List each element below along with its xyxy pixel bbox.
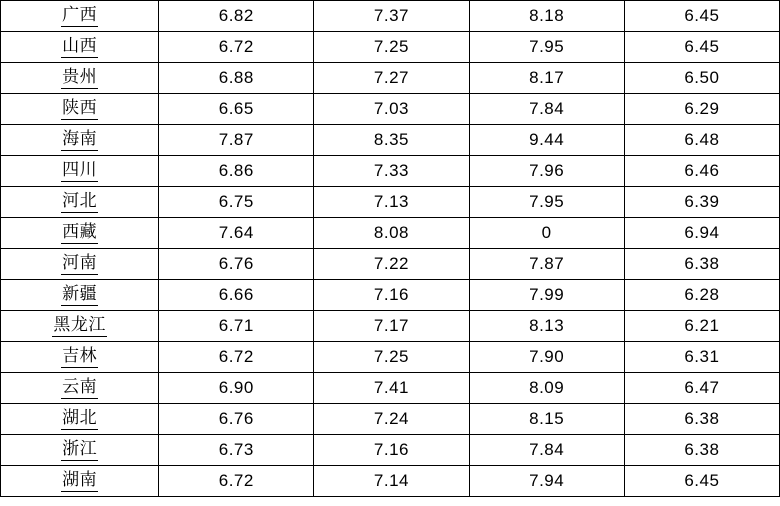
table-row <box>1 156 780 187</box>
region-label: 陕西 <box>61 99 98 120</box>
value-cell-3: 7.95 <box>469 187 624 218</box>
region-cell <box>1 311 159 342</box>
value-cell-2: 7.27 <box>314 63 469 94</box>
table-row <box>1 63 780 94</box>
value-cell-1: 6.73 <box>159 435 314 466</box>
region-cell <box>1 1 159 32</box>
value-cell-2: 7.13 <box>314 187 469 218</box>
region-label: 吉林 <box>61 347 98 368</box>
region-label: 广西 <box>61 6 98 27</box>
value-cell-4: 6.45 <box>624 466 779 497</box>
region-cell <box>1 156 159 187</box>
value-cell-3: 8.13 <box>469 311 624 342</box>
region-label: 湖北 <box>61 409 98 430</box>
value-cell-2: 7.25 <box>314 32 469 63</box>
value-cell-4: 6.46 <box>624 156 779 187</box>
value-cell-3: 7.96 <box>469 156 624 187</box>
value-cell-2: 7.17 <box>314 311 469 342</box>
value-cell-1: 6.88 <box>159 63 314 94</box>
value-cell-3: 7.87 <box>469 249 624 280</box>
value-cell-4: 6.47 <box>624 373 779 404</box>
region-label: 山西 <box>61 37 98 58</box>
region-cell <box>1 466 159 497</box>
region-cell <box>1 63 159 94</box>
table-row <box>1 1 780 32</box>
value-cell-1: 6.72 <box>159 342 314 373</box>
value-cell-3: 7.84 <box>469 94 624 125</box>
table-row <box>1 280 780 311</box>
region-cell <box>1 125 159 156</box>
table-row <box>1 373 780 404</box>
value-cell-4: 6.21 <box>624 311 779 342</box>
value-cell-4: 6.38 <box>624 435 779 466</box>
region-cell <box>1 280 159 311</box>
value-cell-1: 6.76 <box>159 404 314 435</box>
region-label: 河北 <box>61 192 98 213</box>
value-cell-3: 7.84 <box>469 435 624 466</box>
value-cell-3: 7.99 <box>469 280 624 311</box>
value-cell-2: 8.35 <box>314 125 469 156</box>
value-cell-1: 6.66 <box>159 280 314 311</box>
value-cell-1: 6.75 <box>159 187 314 218</box>
value-cell-1: 6.90 <box>159 373 314 404</box>
value-cell-1: 6.72 <box>159 32 314 63</box>
region-cell <box>1 94 159 125</box>
value-cell-4: 6.48 <box>624 125 779 156</box>
value-cell-2: 7.22 <box>314 249 469 280</box>
value-cell-3: 7.95 <box>469 32 624 63</box>
value-cell-1: 6.82 <box>159 1 314 32</box>
table-row <box>1 125 780 156</box>
region-label: 西藏 <box>61 223 98 244</box>
value-cell-4: 6.28 <box>624 280 779 311</box>
table-row <box>1 218 780 249</box>
value-cell-1: 6.76 <box>159 249 314 280</box>
region-label: 黑龙江 <box>52 316 107 337</box>
value-cell-2: 7.37 <box>314 1 469 32</box>
table-row <box>1 32 780 63</box>
value-cell-3: 8.15 <box>469 404 624 435</box>
value-cell-2: 7.25 <box>314 342 469 373</box>
table-row <box>1 249 780 280</box>
table-row <box>1 435 780 466</box>
region-label: 河南 <box>61 254 98 275</box>
region-cell <box>1 435 159 466</box>
region-label: 湖南 <box>61 471 98 492</box>
value-cell-2: 8.08 <box>314 218 469 249</box>
value-cell-4: 6.94 <box>624 218 779 249</box>
value-cell-4: 6.29 <box>624 94 779 125</box>
table-row <box>1 466 780 497</box>
value-cell-3: 8.17 <box>469 63 624 94</box>
value-cell-4: 6.45 <box>624 1 779 32</box>
region-cell <box>1 404 159 435</box>
value-cell-3: 0 <box>469 218 624 249</box>
value-cell-4: 6.38 <box>624 404 779 435</box>
table-row <box>1 404 780 435</box>
value-cell-1: 6.72 <box>159 466 314 497</box>
value-cell-3: 7.94 <box>469 466 624 497</box>
value-cell-3: 7.90 <box>469 342 624 373</box>
value-cell-3: 8.18 <box>469 1 624 32</box>
table-body <box>1 1 780 497</box>
region-label: 云南 <box>61 378 98 399</box>
value-cell-1: 6.86 <box>159 156 314 187</box>
region-label: 浙江 <box>61 440 98 461</box>
value-cell-4: 6.45 <box>624 32 779 63</box>
table-row <box>1 94 780 125</box>
value-cell-4: 6.38 <box>624 249 779 280</box>
region-cell <box>1 342 159 373</box>
region-cell <box>1 249 159 280</box>
value-cell-1: 7.87 <box>159 125 314 156</box>
value-cell-2: 7.14 <box>314 466 469 497</box>
value-cell-4: 6.50 <box>624 63 779 94</box>
value-cell-2: 7.33 <box>314 156 469 187</box>
value-cell-2: 7.24 <box>314 404 469 435</box>
region-cell <box>1 32 159 63</box>
region-label: 四川 <box>61 161 98 182</box>
region-cell <box>1 373 159 404</box>
region-label: 新疆 <box>61 285 98 306</box>
value-cell-2: 7.03 <box>314 94 469 125</box>
region-label: 贵州 <box>61 68 98 89</box>
value-cell-2: 7.41 <box>314 373 469 404</box>
table-row <box>1 342 780 373</box>
region-label: 海南 <box>61 130 98 151</box>
region-cell <box>1 218 159 249</box>
value-cell-4: 6.39 <box>624 187 779 218</box>
table-row <box>1 311 780 342</box>
value-cell-2: 7.16 <box>314 280 469 311</box>
value-cell-4: 6.31 <box>624 342 779 373</box>
value-cell-1: 6.71 <box>159 311 314 342</box>
table-row <box>1 187 780 218</box>
value-cell-3: 9.44 <box>469 125 624 156</box>
region-cell <box>1 187 159 218</box>
value-cell-1: 7.64 <box>159 218 314 249</box>
value-cell-2: 7.16 <box>314 435 469 466</box>
value-cell-1: 6.65 <box>159 94 314 125</box>
value-cell-3: 8.09 <box>469 373 624 404</box>
